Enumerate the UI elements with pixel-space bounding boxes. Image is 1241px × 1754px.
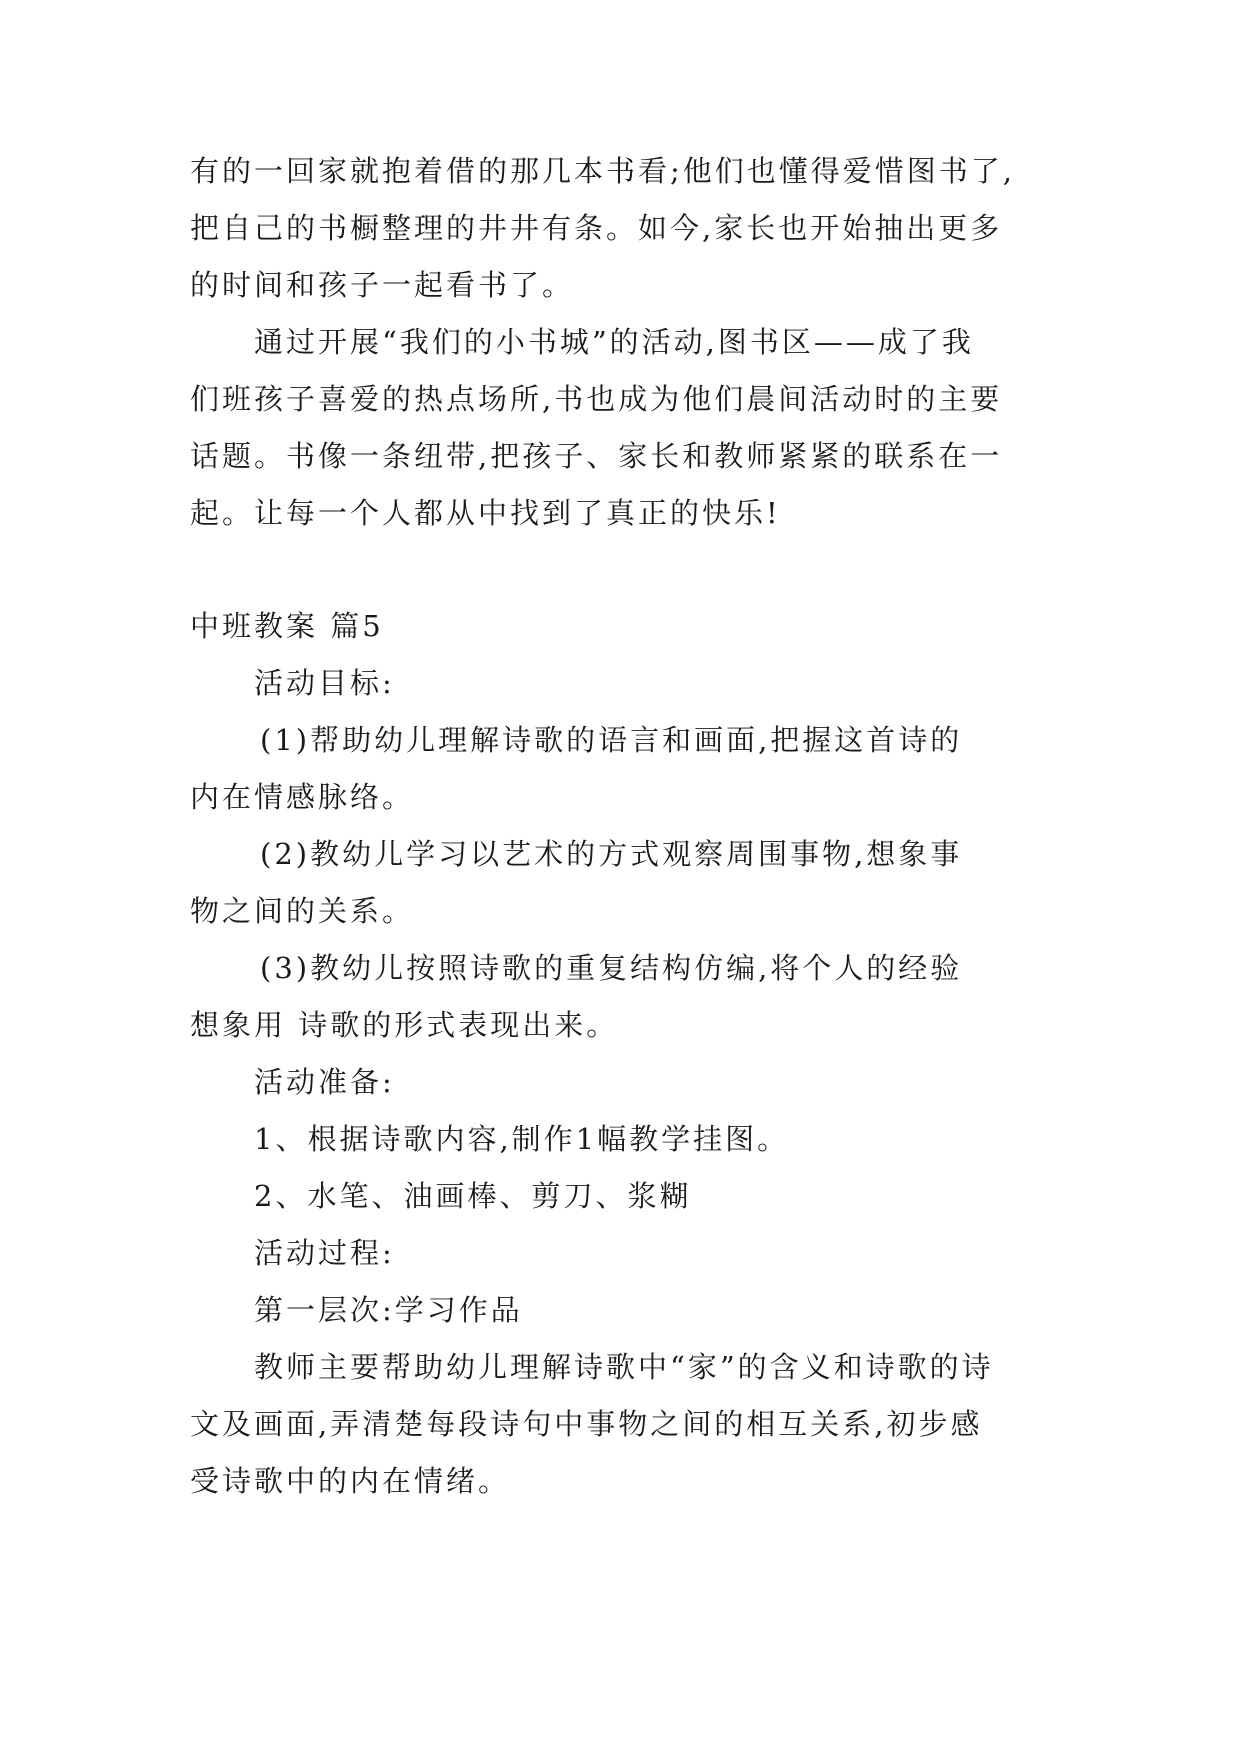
prep-item-1: 1、根据诗歌内容,制作1幅教学挂图。 — [254, 1122, 790, 1156]
paragraph-line: 通过开展“我们的小书城”的活动,图书区——成了我 — [254, 325, 974, 359]
goal-item-1-cont: 内在情感脉络。 — [190, 780, 415, 814]
process-heading: 活动过程: — [254, 1236, 395, 1270]
paragraph-line: 起。让每一个人都从中找到了真正的快乐! — [190, 496, 781, 530]
paragraph-line: 把自己的书橱整理的井井有条。如今,家长也开始抽出更多 — [190, 211, 1003, 245]
paragraph-line: 受诗歌中的内在情绪。 — [190, 1464, 511, 1498]
level-1-heading: 第一层次:学习作品 — [254, 1293, 523, 1327]
prep-item-2: 2、水笔、油画棒、剪刀、浆糊 — [254, 1179, 692, 1213]
goal-item-1: (1)帮助幼儿理解诗歌的语言和画面,把握这首诗的 — [260, 723, 963, 757]
paragraph-line: 有的一回家就抱着借的那几本书看;他们也懂得爱惜图书了, — [190, 154, 1015, 188]
paragraph-line: 们班孩子喜爱的热点场所,书也成为他们晨间活动时的主要 — [190, 382, 1003, 416]
goal-item-3: (3)教幼儿按照诗歌的重复结构仿编,将个人的经验 — [260, 951, 963, 985]
prep-heading: 活动准备: — [254, 1065, 395, 1099]
goal-item-2: (2)教幼儿学习以艺术的方式观察周围事物,想象事 — [260, 837, 963, 871]
paragraph-line: 的时间和孩子一起看书了。 — [190, 268, 575, 302]
paragraph-line: 话题。书像一条纽带,把孩子、家长和教师紧紧的联系在一 — [190, 439, 1003, 473]
section-title: 中班教案 篇5 — [190, 609, 384, 643]
goals-heading: 活动目标: — [254, 666, 395, 700]
goal-item-3-cont: 想象用 诗歌的形式表现出来。 — [190, 1008, 619, 1042]
paragraph-line: 教师主要帮助幼儿理解诗歌中“家”的含义和诗歌的诗 — [254, 1350, 994, 1384]
goal-item-2-cont: 物之间的关系。 — [190, 894, 415, 928]
paragraph-line: 文及画面,弄清楚每段诗句中事物之间的相互关系,初步感 — [190, 1407, 983, 1441]
